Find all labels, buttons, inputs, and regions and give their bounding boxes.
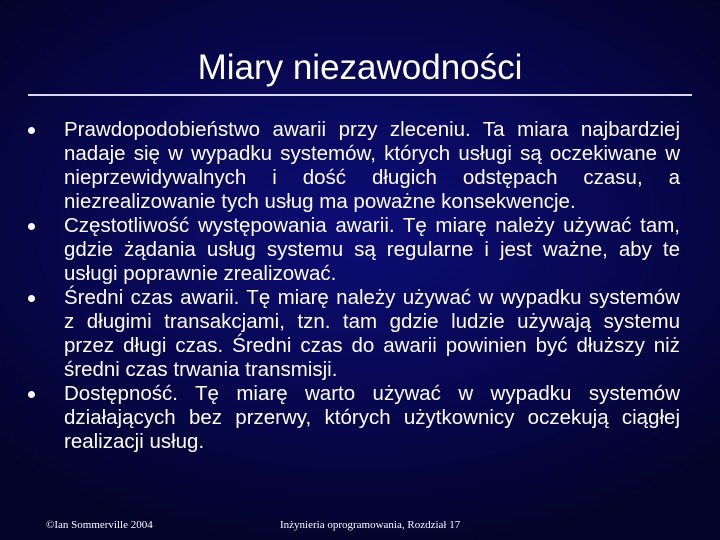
bullet-item-failure-probability: [28, 118, 680, 214]
bullet-dot-icon: [28, 223, 35, 230]
bullet-text: Częstotliwość występowania awarii. Tę miarę należy używać tam, gdzie żądania usług systemu są regularne i jest ważne, aby te usługi poprawnie zrealizować.: [64, 214, 680, 285]
bullet-text: Prawdopodobieństwo awarii przy zleceniu. Ta miara najbardziej nadaje się w wypadku systemów, których usługi są oczekiwane w nieprzewidywalnych i dość długich odstępach czasu, a niezrealizowanie tych usług ma poważne konsekwencje.: [64, 118, 680, 213]
bullet-item-availability: [28, 382, 680, 454]
bullet-text: Średni czas awarii. Tę miarę należy używać w wypadku systemów z długimi transakcjami, tzn. tam gdzie ludzie używają systemu przez długi czas. Średni czas do awarii powinien być dłuższy niż średni czas trwania transmisji.: [64, 286, 680, 381]
footer-copyright: ©Ian Sommerville 2004: [46, 519, 153, 531]
bullet-dot-icon: [28, 391, 35, 398]
bullet-dot-icon: [28, 295, 35, 302]
bullet-item-failure-rate: [28, 214, 680, 286]
bullet-dot-icon: [28, 127, 35, 134]
title-divider: [28, 94, 692, 96]
bullet-list: [28, 118, 680, 454]
footer-course: Inżynieria oprogramowania, Rozdział 17: [280, 519, 461, 531]
bullet-item-mean-time-to-failure: [28, 286, 680, 382]
bullet-text: Dostępność. Tę miarę warto używać w wypadku systemów działających bez przerwy, których użytkownicy oczekują ciągłej realizacji usług.: [64, 382, 680, 453]
slide-title: Miary niezawodności: [197, 48, 523, 87]
